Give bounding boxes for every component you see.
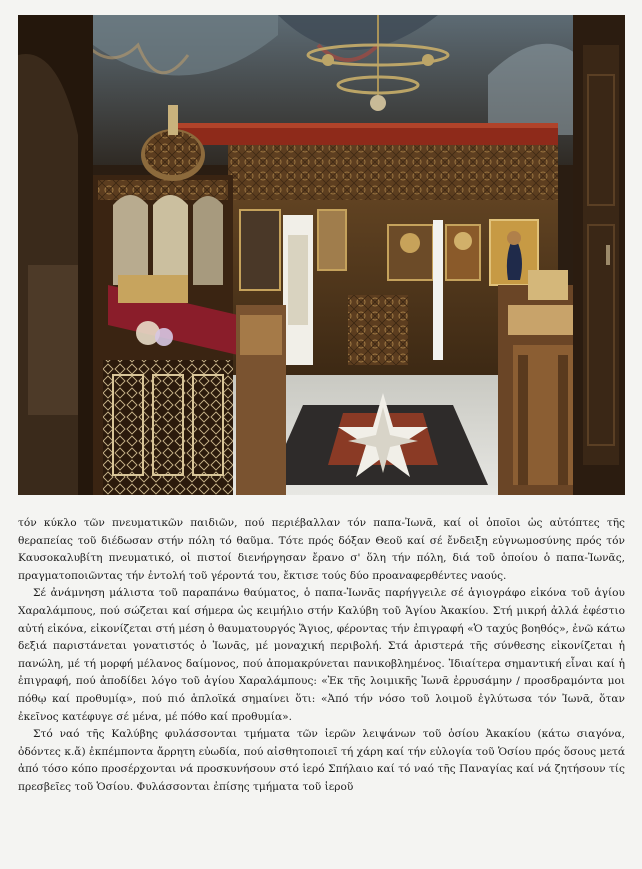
church-interior-illustration xyxy=(18,15,625,495)
paragraph-1: τόν κύκλο τῶν πνευματικῶν παιδιῶν, πού περιέβαλλαν τόν παπα-Ἰωνᾶ, καί οἱ ὁποῖοι ὡς αὐτόπτες τῆς θεραπείας τοῦ διέδωσαν στήν πόλη τό θαῦμα. Τότε πρός δόξαν Θεοῦ καί σέ ἔνδειξη εὐγνωμοσύνης πρός τόν Καυσοκαλυβίτη πνευματικό, οἱ πιστοί διενήργησαν ἔρανο σ' ὅλη τήν πόλη, διά τοῦ ὁποίου ὁ παπα-Ἰωνᾶς, πραγματοποιῶντας τήν ἐντολή τοῦ γέροντά του, ἔκτισε τούς δύο προαναφερθέντες ναούς. xyxy=(18,517,625,582)
church-interior-photo xyxy=(18,15,625,495)
body-text xyxy=(18,515,625,797)
paragraph-2: Σέ ἀνάμνηση μάλιστα τοῦ παραπάνω θαύματος, ὁ παπα-Ἰωνᾶς παρήγγειλε σέ ἁγιογράφο εἰκόνα τοῦ ἁγίου Χαραλάμπους, πού σώζεται καί σήμερα ὡς κειμήλιο στήν Καλύβη τοῦ Ἁγίου Ἀκακίου. Στή μικρή ἀλλά ἐφέστιο αὐτή εἰκόνα, εἰκονίζεται στή μέση ὁ θαυματουργός Ἅγιος, φέροντας τήν ἐπιγραφή «Ὁ ταχύς βοηθός», ἐνῶ κάτω δεξιά παριστάνεται γονατιστός ὁ Ἰωνᾶς, μέ μοναχική περιβολή. Στά ἀριστερά τῆς σύνθεσης εἰκονίζεται ἡ πανώλη, μέ τή μορφή μέλανος δαίμονος, πού ἀπομακρύνεται πανικοβλημένος. Ἰδιαίτερα σημαντική εἶναι καί ἡ ἐπιγραφή, πού ἀποδίδει λόγο τοῦ ἁγίου Χαραλάμπους: «Ἐκ τῆς λοιμικῆς Ἰωνᾶ ἐρρυσάμην / προσδραμόντα μοι πόθῳ καί προθυμίᾳ», πού πιό ἁπλοϊκά σημαίνει ὅτι: «Ἀπό τήν νόσο τοῦ λοιμοῦ ἐγλύτωσα τόν Ἰωνᾶ, ὅταν ἐκεῖνος κατέφυγε σέ μένα, μέ πόθο καί προθυμία». xyxy=(18,587,625,723)
paragraph-3: Στό ναό τῆς Καλύβης φυλάσσονται τμήματα τῶν ἱερῶν λειψάνων τοῦ ὁσίου Ἀκακίου (κάτω σιαγόνα, ὀδόντες κ.ἄ) ἐκπέμποντα ἄρρητη εὐωδία, πού αἰσθητοποιεῖ τή χάρη καί τήν εὐλογία τοῦ Ὁσίου πρός ὅσους μετά ἀπό τόσο κόπο προσέρχονται νά προσκυνήσουν στό ἱερό Σπήλαιο καί τό ναό τῆς Παναγίας καί νά ζητήσουν τίς πρεσβεῖες τοῦ Ὁσίου. Φυλάσσονται ἐπίσης τμήματα τοῦ ἱεροῦ xyxy=(18,728,625,793)
